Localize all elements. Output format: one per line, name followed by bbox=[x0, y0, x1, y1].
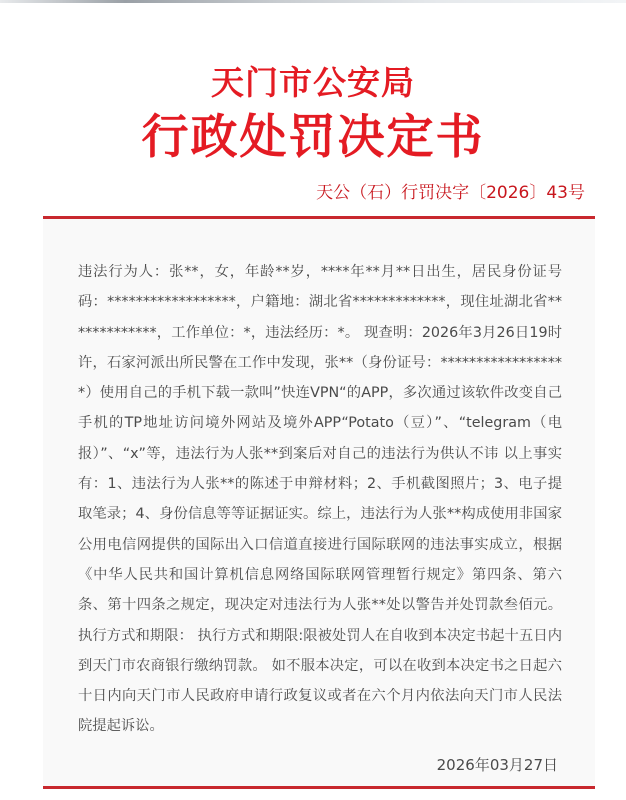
document-type-title: 行政处罚决定书 bbox=[141, 110, 485, 165]
decision-body-text: 违法行为人：张**，女，年龄**岁，****年**月**日出生，居民身份证号码：******************，户籍地：湖北省*************，现住址湖北省*************，工作单位：*，违法经历：*。 现查明：2026年3月26日19时许，石家河派出所民警在工作中发现，张**（身份证号：******************）使用自己的手机下载一款叫”快连VPN“的APP，多次通过该软件改变自己手机的TP地址访问境外网站及境外APP“Potato（豆）”、“telegram（电报）”、“x”等，违法行为人张**到案后对自己的违法行为供认不讳 以上事实有：1、违法行为人张**的陈述于申辩材料；2、手机截图照片；3、电子提取笔录；4、身份信息等等证据证实。综上，违法行为人张**构成使用非国家公用电信网提供的国际出入口信道直接进行国际联网的违法事实成立，根据《中华人民共和国计算机信息网络国际联网管理暂行规定》第四条、第六条、第十四条之规定，现决定对违法行为人张**处以警告并处罚款叁佰元。执行方式和期限： 执行方式和期限:限被处罚人在自收到本决定书起十五日内到天门市农商银行缴纳罚款。 如不服本决定，可以在收到本决定书之日起六十日内向天门市人民政府申请行政复议或者在六个月内依法向天门市人民法院提起诉讼。 bbox=[78, 264, 562, 735]
issue-date: 2026年03月27日 bbox=[436, 756, 558, 774]
issuer-title: 天门市公安局 bbox=[211, 63, 415, 102]
document-number: 天公（石）行罚决字〔2026〕43号 bbox=[316, 183, 585, 203]
footer-divider bbox=[43, 786, 595, 789]
top-image-strip bbox=[0, 0, 626, 3]
